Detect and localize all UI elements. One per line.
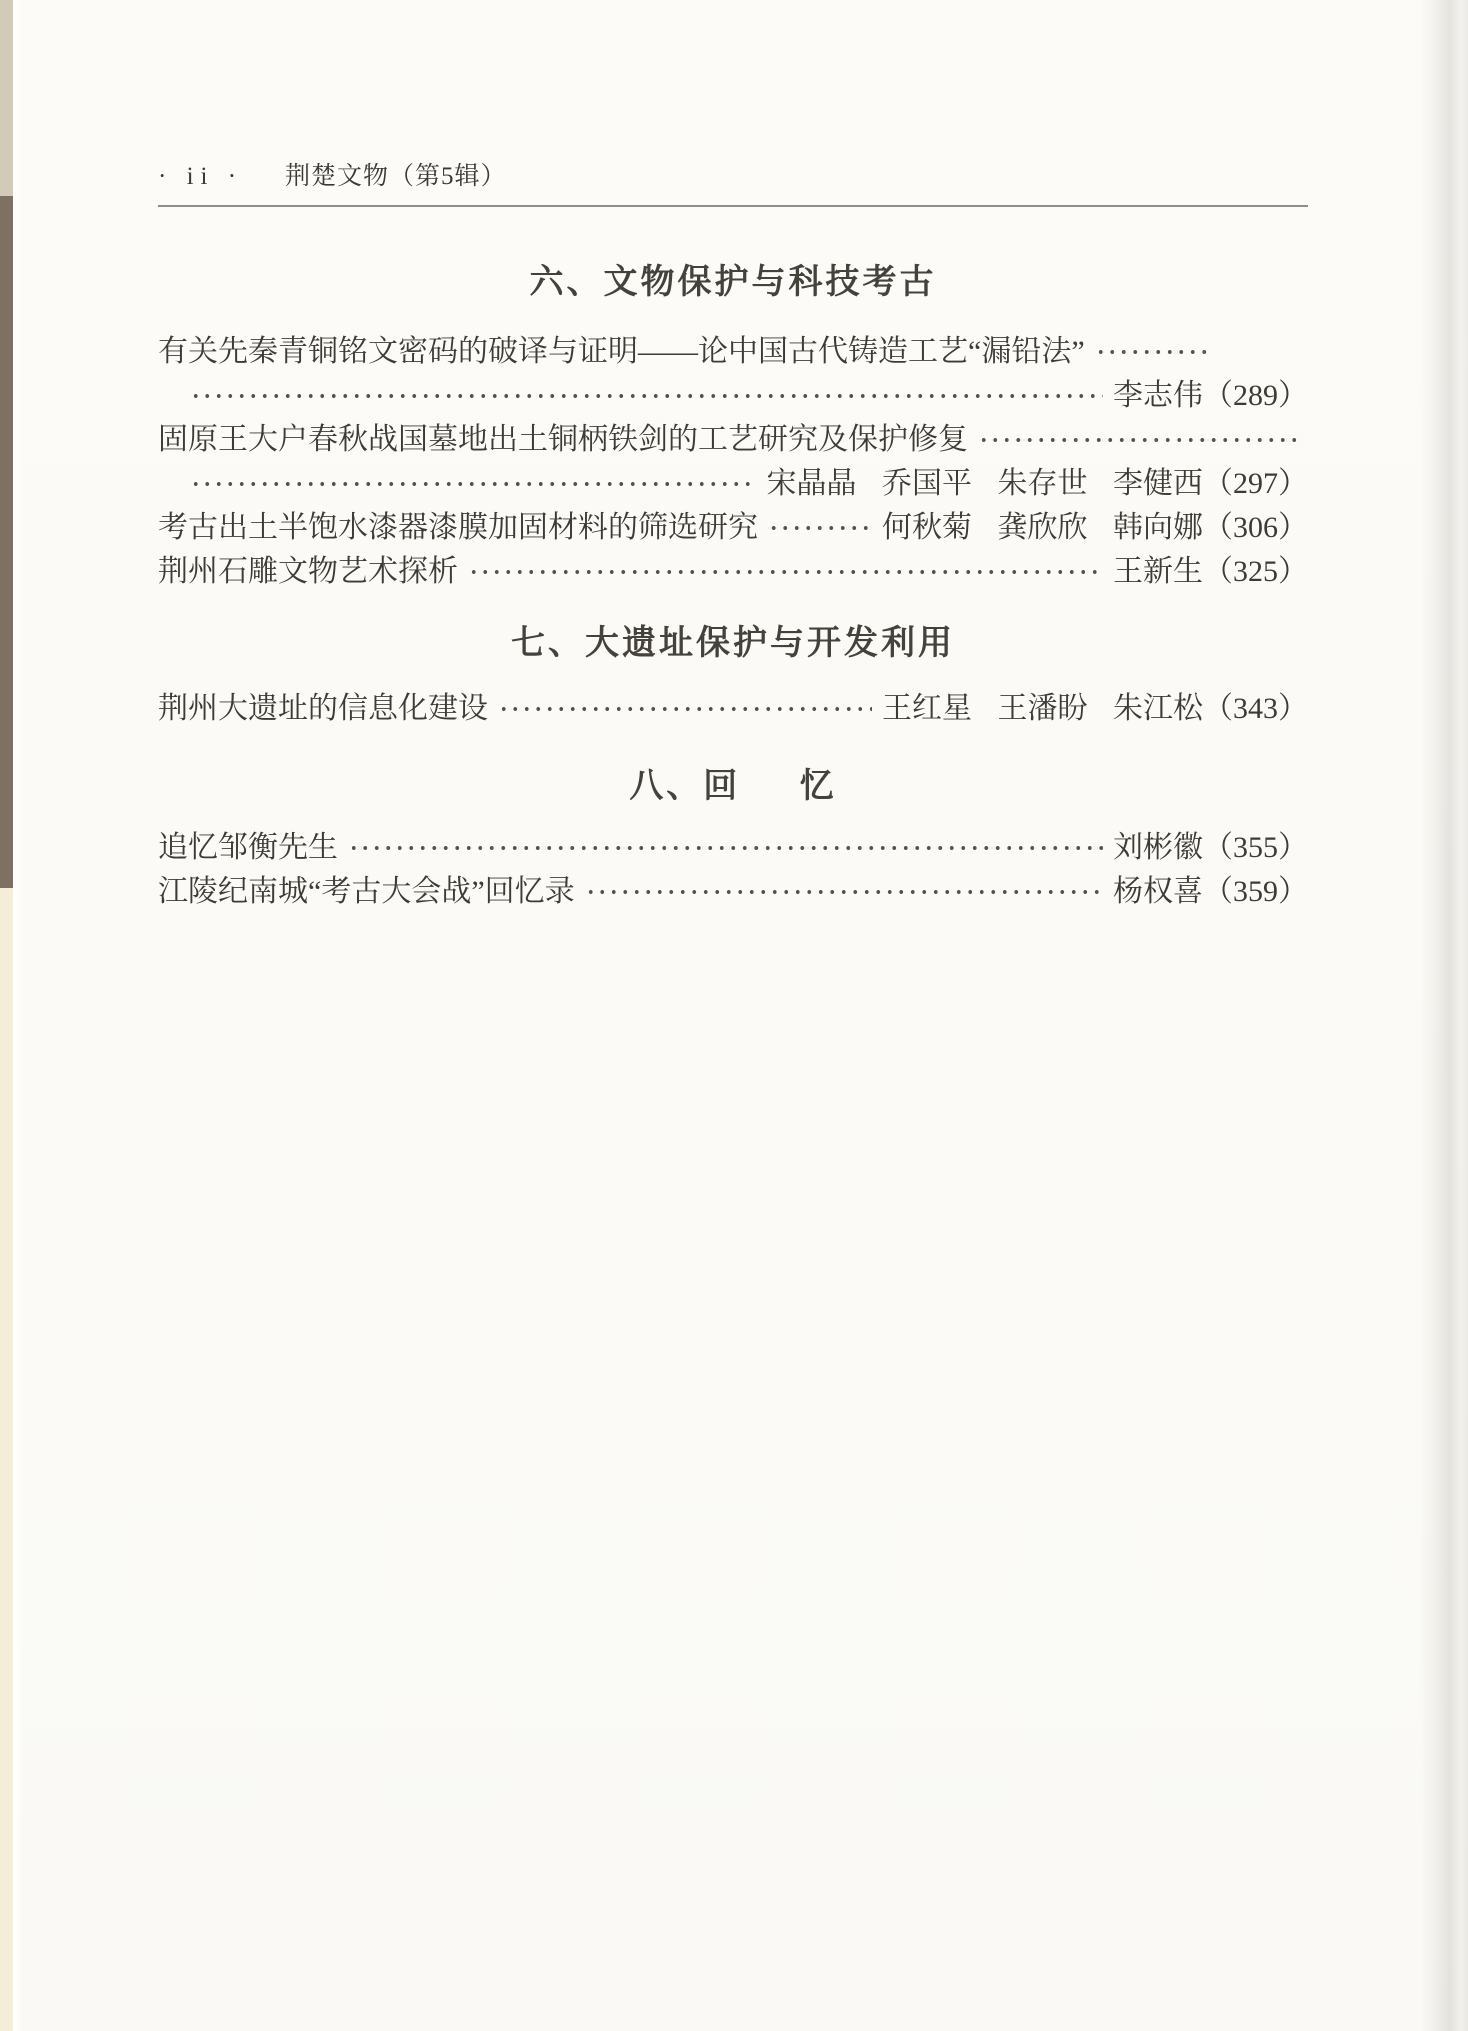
page-right-edge-shadow (1420, 0, 1468, 2031)
book-spine-edge (0, 0, 13, 2031)
entry-author-line (158, 374, 1308, 418)
section-entries-6 (158, 330, 1308, 594)
toc-entry (158, 826, 1308, 870)
entry-page-number: （306） (1203, 511, 1308, 544)
dot-leader (976, 418, 1298, 462)
entry-authors: 王新生 (1113, 555, 1203, 588)
entry-title: 有关先秦青铜铭文密码的破译与证明——论中国古代铸造工艺“漏铅法” (158, 335, 1085, 368)
entry-title: 考古出土半饱水漆器漆膜加固材料的筛选研究 (158, 511, 758, 544)
spine-segment-beige (0, 0, 13, 196)
toc-entry (158, 330, 1308, 418)
section-heading-8: 八、回 忆 (629, 766, 837, 806)
running-header (158, 162, 1308, 192)
entry-authors: 何秋菊 龚欣欣 韩向娜 (882, 511, 1203, 544)
toc-entry (158, 687, 1308, 731)
toc-entry (158, 870, 1308, 914)
dot-leader (496, 687, 872, 731)
entry-title: 荆州大遗址的信息化建设 (158, 692, 488, 725)
entry-page-number: （359） (1203, 875, 1308, 908)
entry-authors: 刘彬徽 (1113, 831, 1203, 864)
spine-segment-cream (0, 888, 13, 2031)
section-heading-7: 七、大遗址保护与开发利用 (511, 623, 955, 663)
header-rule (158, 205, 1308, 207)
toc-page-content (158, 162, 1308, 914)
dot-leader (188, 462, 757, 506)
toc-entry (158, 506, 1308, 550)
entry-page-number: （343） (1203, 692, 1308, 725)
toc-entry (158, 550, 1308, 594)
dot-leader (766, 506, 872, 550)
spine-page-gap (13, 0, 21, 2031)
section-entries-8 (158, 826, 1308, 914)
entry-authors: 李志伟 (1113, 379, 1203, 412)
folio-page-number: · ii · (158, 163, 244, 190)
entry-authors: 王红星 王潘盼 朱江松 (882, 692, 1203, 725)
dot-leader (188, 374, 1103, 418)
entry-title-line (158, 418, 1308, 462)
entry-title: 荆州石雕文物艺术探析 (158, 555, 458, 588)
section-heading-6: 六、文物保护与科技考古 (529, 262, 937, 302)
entry-title: 江陵纪南城“考古大会战”回忆录 (158, 875, 575, 908)
spine-segment-dark (0, 196, 13, 888)
entry-authors: 宋晶晶 乔国平 朱存世 李健西 (766, 467, 1203, 500)
dot-leader (346, 826, 1103, 870)
entry-authors: 杨权喜 (1113, 875, 1203, 908)
entry-page-number: （325） (1203, 555, 1308, 588)
entry-page-number: （297） (1203, 467, 1308, 500)
section-entries-7 (158, 687, 1308, 731)
dot-leader (466, 550, 1103, 594)
entry-page-number: （355） (1203, 831, 1308, 864)
entry-page-number: （289） (1203, 379, 1308, 412)
entry-title: 追忆邹衡先生 (158, 831, 338, 864)
entry-author-line (158, 462, 1308, 506)
entry-title: 固原王大户春秋战国墓地出土铜柄铁剑的工艺研究及保护修复 (158, 423, 968, 456)
running-book-title: 荆楚文物（第5辑） (285, 163, 507, 190)
toc-entry (158, 418, 1308, 506)
dot-leader (1093, 330, 1211, 374)
dot-leader (583, 870, 1103, 914)
entry-title-line (158, 330, 1308, 374)
